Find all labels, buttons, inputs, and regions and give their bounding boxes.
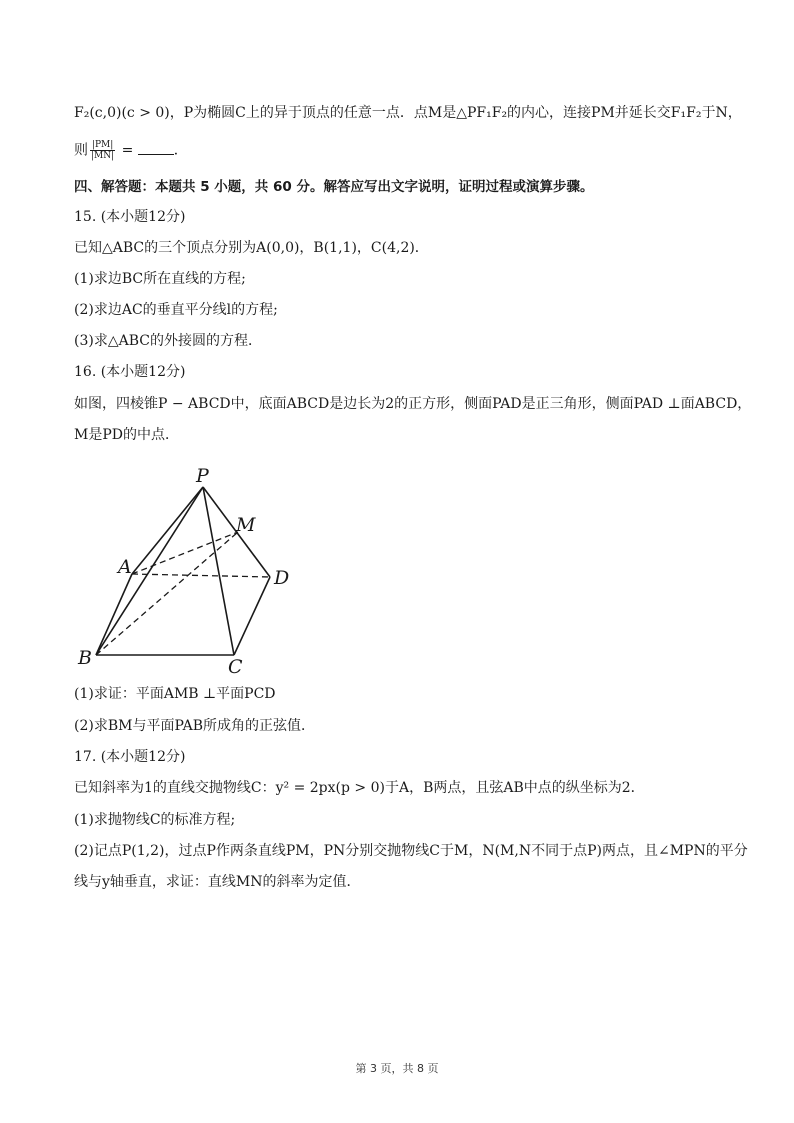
vertex-label-A: A (118, 556, 132, 578)
vertex-label-C: C (228, 656, 243, 677)
q17-heading: 17. (本小题12分) (74, 749, 186, 765)
q15-stem: 已知△ABC的三个顶点分别为A(0,0)，B(1,1)，C(4,2)． (74, 240, 429, 256)
ratio-fraction (90, 140, 115, 161)
edge-CD (234, 577, 270, 655)
edge-PC (203, 487, 234, 655)
edge-PA (132, 487, 203, 574)
fraction-numerator: |PM| (91, 140, 114, 150)
vertex-label-B: B (78, 647, 92, 669)
edge-AB (96, 574, 132, 655)
q16-part1: (1)求证：平面AMB ⊥平面PCD (74, 686, 276, 702)
q16-stem-line2: M是PD的中点． (74, 427, 179, 443)
pyramid-figure (70, 462, 310, 677)
vertex-label-P: P (196, 465, 209, 487)
q17-part1: (1)求抛物线C的标准方程; (74, 812, 236, 828)
q16-part2: (2)求BM与平面PAB所成角的正弦值． (74, 718, 315, 734)
answer-blank (138, 142, 174, 155)
answer-line (74, 140, 188, 161)
equals-sign: = (117, 142, 138, 159)
answer-end: ． (173, 142, 188, 159)
q16-stem-line1: 如图，四棱锥P − ABCD中，底面ABCD是边长为2的正方形，侧面PAD是正三角形，侧面PAD ⊥面ABCD， (74, 396, 752, 412)
q15-part1: (1)求边BC所在直线的方程; (74, 271, 246, 287)
continued-line: F₂(c,0)(c > 0)，P为椭圆C上的异于顶点的任意一点．点M是△PF₁F₂的内心，连接PM并延长交F₁F₂于N， (74, 105, 742, 121)
hidden-edge-AD (132, 574, 270, 577)
q17-part2-line2: 线与y轴垂直，求证：直线MN的斜率为定值． (74, 874, 361, 890)
hidden-segment-AM (132, 532, 238, 574)
q15-part2: (2)求边AC的垂直平分线l的方程; (74, 302, 278, 318)
q16-heading: 16. (本小题12分) (74, 364, 186, 380)
page-number: 第 3 页，共 8 页 (355, 1062, 439, 1075)
q17-part2-line1: (2)记点P(1,2)，过点P作两条直线PM，PN分别交抛物线C于M，N(M,N不同于点P)两点，且∠MPN的平分 (74, 843, 748, 859)
fraction-denominator: |MN| (91, 151, 115, 161)
answer-prefix: 则 (74, 142, 88, 159)
q15-heading: 15. (本小题12分) (74, 209, 186, 225)
section-heading: 四、解答题：本题共 5 小题，共 60 分。解答应写出文字说明，证明过程或演算步骤。 (74, 179, 594, 195)
q15-part3: (3)求△ABC的外接圆的方程． (74, 333, 262, 349)
edge-PB (96, 487, 203, 655)
vertex-label-M: M (236, 514, 256, 536)
vertex-label-D: D (274, 567, 290, 589)
hidden-segment-BM (96, 532, 238, 655)
q17-stem: 已知斜率为1的直线交抛物线C：y² = 2px(p > 0)于A，B两点，且弦AB中点的纵坐标为2． (74, 780, 645, 796)
